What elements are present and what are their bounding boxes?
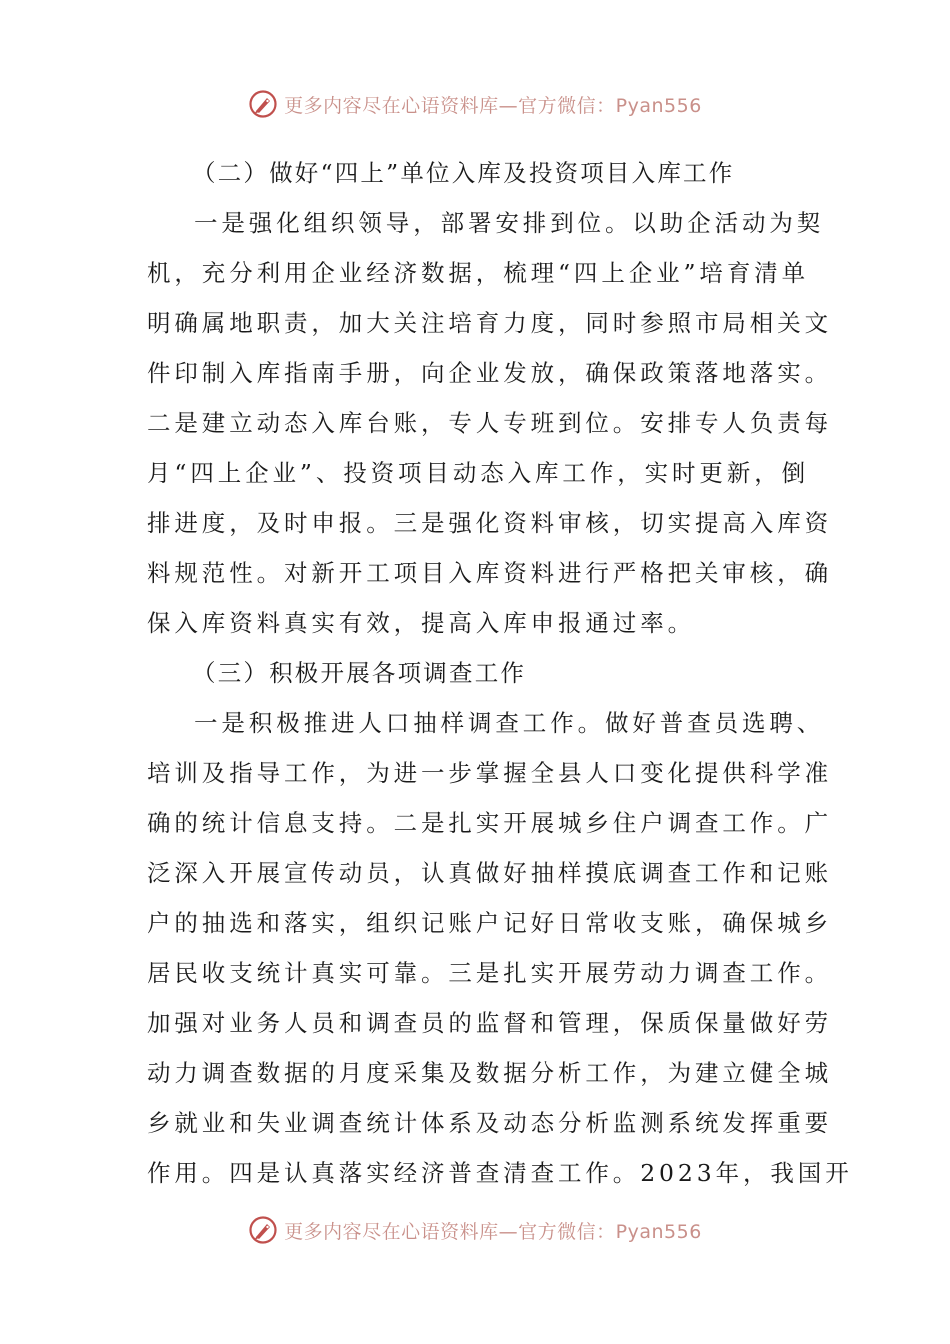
paragraph-line: 机，充分利用企业经济数据，梳理“四上企业”培育清单 — [147, 259, 810, 287]
paragraph-line: 月“四上企业”、投资项目动态入库工作，实时更新，倒 — [147, 459, 810, 487]
paragraph-line: 二是建立动态入库台账，专人专班到位。安排专人负责每 — [147, 409, 832, 437]
paragraph-line: 户的抽选和落实，组织记账户记好日常收支账，确保城乡 — [147, 909, 832, 937]
paragraph-line: 泛深入开展宣传动员，认真做好抽样摸底调查工作和记账 — [147, 859, 832, 887]
paragraph-line: 一是积极推进人口抽样调查工作。做好普查员选聘、 — [194, 709, 825, 737]
pen-nib-circle-icon — [248, 89, 278, 119]
watermark-text: 更多内容尽在心语资料库—官方微信：Pyan556 — [284, 1220, 702, 1243]
paragraph-line: 确的统计信息支持。二是扎实开展城乡住户调查工作。广 — [147, 809, 832, 837]
paragraph-line: 动力调查数据的月度采集及数据分析工作，为建立健全城 — [147, 1059, 832, 1087]
paragraph-line: 保入库资料真实有效，提高入库申报通过率。 — [147, 609, 695, 637]
paragraph-line: 居民收支统计真实可靠。三是扎实开展劳动力调查工作。 — [147, 959, 832, 987]
pen-nib-circle-icon — [248, 1215, 278, 1245]
watermark-header — [0, 84, 950, 124]
document-body — [147, 148, 853, 1198]
paragraph-line: 培训及指导工作，为进一步掌握全县人口变化提供科学准 — [147, 759, 832, 787]
section-heading: （三）积极开展各项调查工作 — [192, 659, 527, 687]
paragraph-line: 件印制入库指南手册，向企业发放，确保政策落地落实。 — [147, 359, 832, 387]
watermark-text: 更多内容尽在心语资料库—官方微信：Pyan556 — [284, 94, 702, 117]
paragraph-line: 排进度，及时申报。三是强化资料审核，切实提高入库资 — [147, 509, 832, 537]
paragraph-line: 料规范性。对新开工项目入库资料进行严格把关审核，确 — [147, 559, 832, 587]
watermark-footer — [0, 1210, 950, 1250]
paragraph-line: 加强对业务人员和调查员的监督和管理，保质保量做好劳 — [147, 1009, 832, 1037]
section-heading: （二）做好“四上”单位入库及投资项目入库工作 — [192, 159, 735, 187]
paragraph-line: 明确属地职责，加大关注培育力度，同时参照市局相关文 — [147, 309, 832, 337]
paragraph-line: 乡就业和失业调查统计体系及动态分析监测系统发挥重要 — [147, 1109, 832, 1137]
paragraph-line: 作用。四是认真落实经济普查清查工作。2023年，我国开 — [147, 1159, 853, 1187]
paragraph-line: 一是强化组织领导，部署安排到位。以助企活动为契 — [194, 209, 825, 237]
